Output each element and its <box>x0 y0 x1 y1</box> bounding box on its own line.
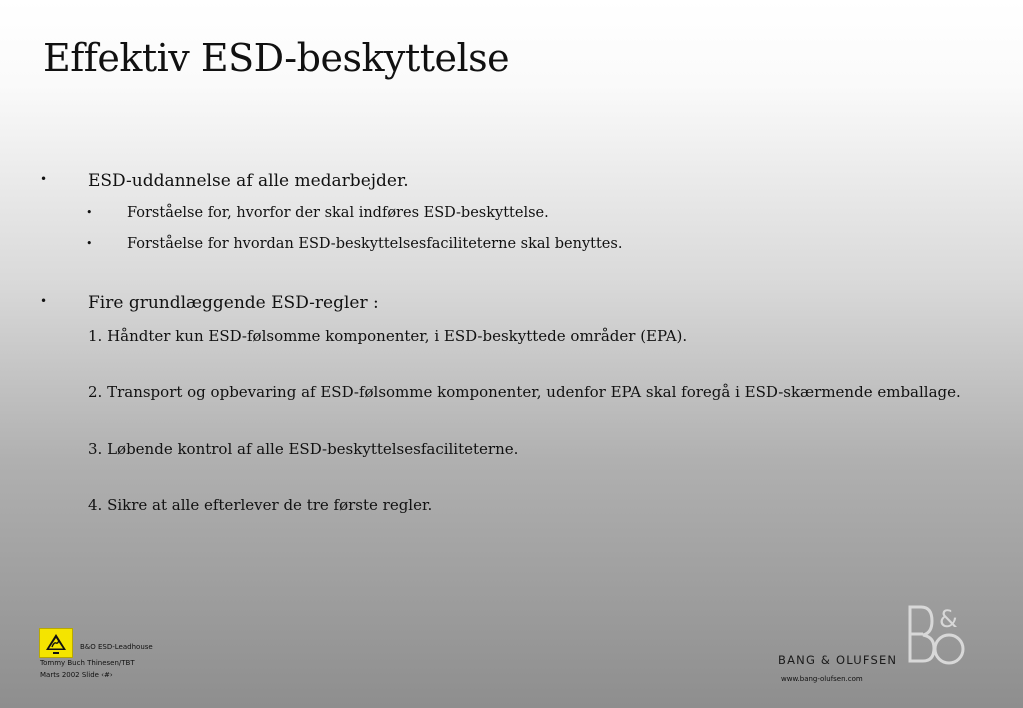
bullet-dot: • <box>40 172 48 186</box>
rule-4: 4. Sikre at alle efterlever de tre første regler. <box>88 496 433 514</box>
esd-warning-icon <box>39 628 73 658</box>
bullet-2-text: Fire grundlæggende ESD-regler : <box>88 293 379 313</box>
footer-author: Tommy Buch Thinesen/TBT <box>40 659 135 667</box>
subbullet-2-text: Forståelse for hvordan ESD-beskyttelsesfaciliteterne skal benyttes. <box>127 236 623 252</box>
brand-name: BANG & OLUFSEN <box>778 653 898 667</box>
slide-title: Effektiv ESD-beskyttelse <box>43 36 510 80</box>
brand-url: www.bang-olufsen.com <box>781 675 863 683</box>
rule-3: 3. Løbende kontrol af alle ESD-beskyttelsesfaciliteterne. <box>88 440 519 458</box>
subbullet-1-text: Forståelse for, hvorfor der skal indføres ESD-beskyttelse. <box>127 205 549 221</box>
footer-org: B&O ESD-Leadhouse <box>80 643 153 651</box>
rule-1: 1. Håndter kun ESD-følsomme komponenter, i ESD-beskyttede områder (EPA). <box>88 327 688 345</box>
bullet-dot: • <box>86 206 93 219</box>
bang-olufsen-logo-icon <box>906 603 968 671</box>
bullet-1-text: ESD-uddannelse af alle medarbejder. <box>88 171 409 191</box>
footer-date-slide: Marts 2002 Slide ‹#› <box>40 671 113 679</box>
svg-text:&: & <box>939 605 958 633</box>
bullet-dot: • <box>86 237 93 250</box>
rule-2: 2. Transport og opbevaring af ESD-følsomme komponenter, udenfor EPA skal foregå i ESD-skærmende emballage. <box>88 383 961 401</box>
bullet-dot: • <box>40 294 48 308</box>
